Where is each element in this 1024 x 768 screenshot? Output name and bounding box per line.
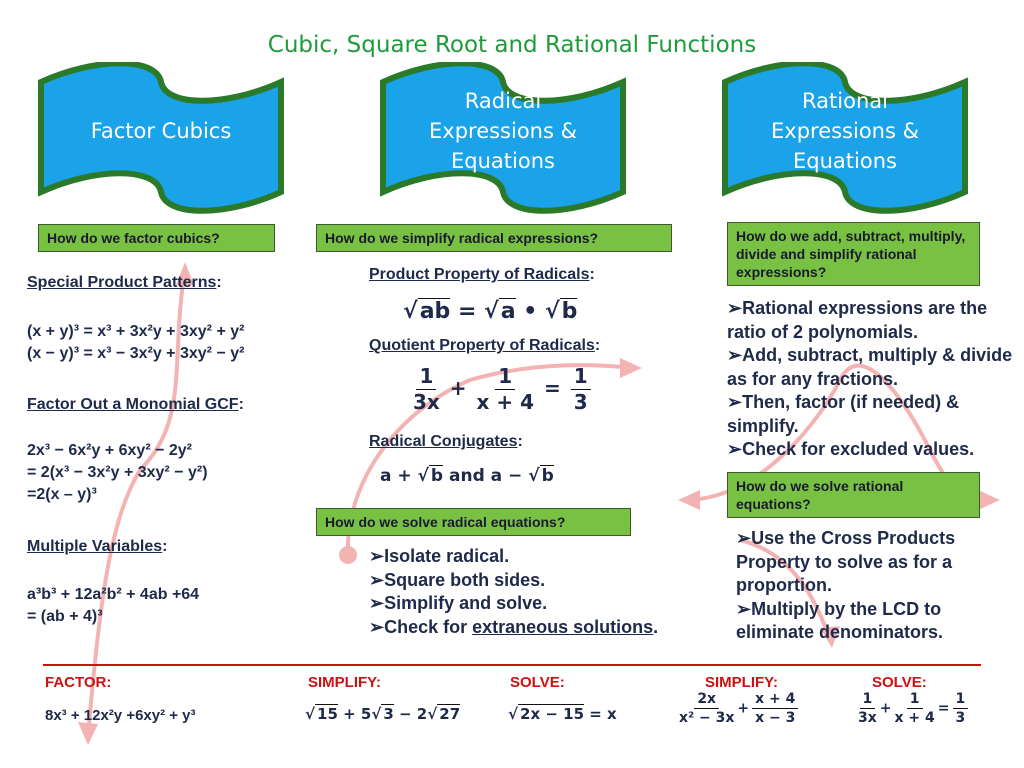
arrowhead-right-2 [978,490,1000,510]
footer-solve-rational: $\frac{1}{3x}$ + $\frac{1}{x + 4}$ = $\frac{1}{3}$ [855,690,971,727]
conjugates-formula: a + √ b and a − √ b [380,466,554,486]
multi-var-line-2: = (ab + 4)³ [27,608,103,625]
question-solve-rational: How do we solve rational equations? [727,472,980,518]
banner-label: Factor Cubics [90,119,232,143]
bullet-excluded: Check for excluded values. [742,439,975,459]
bullet-factor: Then, factor (if needed) & simplify. [727,392,960,436]
gcf-line-2: = 2(x³ − 3x²y + 3xy² − y²) [27,464,208,481]
extraneous-solutions-text: extraneous solutions [472,616,654,637]
banner-factor-cubics [36,62,286,222]
footer-label-solve-2: SOLVE: [872,674,927,691]
footer-solve-radical: √ 2x − 15 = x [508,705,617,723]
footer-simplify-radical: √ 15 + 5√ 3 − 2√ 27 [305,705,461,723]
footer-label-factor: FACTOR: [45,674,112,691]
arrowhead-right [620,358,642,378]
rational-equation-example: $\frac{1}{3x}$ + $\frac{1}{x + 4}$ = $\frac{1}{3}$ [410,364,594,415]
arrow-start-dot [339,546,357,564]
step-check: Check for [384,616,473,637]
solve-rational-bullets: ➢Use the Cross Products Property to solve as for a proportion. ➢Multiply by the LCD to eliminate denominators. [736,528,956,642]
gcf-line-1: 2x³ − 6x²y + 6xy² − 2y² [27,442,192,459]
bullet-lcd: Multiply by the LCD to eliminate denominators. [736,598,944,642]
arrowhead-left [678,490,700,510]
question-simplify-radical: How do we simplify radical expressions? [316,224,672,252]
banner-radical [378,62,628,222]
slide-title: Cubic, Square Root and Rational Functions [267,32,757,58]
footer-simplify-rational: $\frac{2x}{\text{x² − 3x}}$ + $\frac{x + 4}{x - 3}$ [676,690,801,727]
footer-divider [43,664,981,666]
and-text: and [449,466,485,486]
formula-diff-cube: (x − y)³ = x³ − 3x²y + 3xy² − y² [27,345,245,362]
step-isolate: Isolate radical. [384,546,510,566]
step-simplify: Simplify and solve. [384,593,548,613]
heading-product-property: Product Property of Radicals [369,266,590,283]
radical-steps: ➢Isolate radical. ➢Square both sides. ➢Simplify and solve. ➢Check for extraneous solutions. [369,546,659,637]
bullet-ratio: Rational expressions are the ratio of 2 polynomials. [727,298,988,342]
bullet-operations: Add, subtract, multiply & divide as for any fractions. [727,345,1013,389]
banner-label: Rational Expressions & Equations [771,89,919,173]
product-property-formula: √ab = √a • √b [403,299,578,324]
banner-label: Radical Expressions & Equations [429,89,577,173]
bullet-cross-products: Use the Cross Products Property to solve as for a proportion. [736,528,956,595]
heading-radical-conjugates: Radical Conjugates [369,433,518,450]
question-solve-radical: How do we solve radical equations? [316,508,631,536]
rational-bullets: ➢Rational expressions are the ratio of 2 polynomials. ➢Add, subtract, multiply & divide as for any fractions. ➢Then, factor (if needed) & simplify. ➢Check for excluded values. [727,298,1013,459]
banner-rational [720,62,970,222]
footer-label-solve: SOLVE: [510,674,565,691]
gcf-line-3: =2(x – y)³ [27,486,97,503]
heading-multiple-variables: Multiple Variables [27,538,163,555]
question-factor-cubics: How do we factor cubics? [38,224,275,252]
step-square: Square both sides. [384,569,546,590]
heading-gcf: Factor Out a Monomial GCF [27,396,239,413]
footer-factor-expr: 8x³ + 12x²y +6xy² + y³ [45,707,196,724]
multi-var-line-1: a³b³ + 12a²b² + 4ab +64 [27,586,200,603]
period: . [653,616,659,637]
heading-special-products: Special Product Patterns [27,274,217,291]
footer-label-simplify: SIMPLIFY: [308,674,382,691]
heading-quotient-property: Quotient Property of Radicals [369,337,595,354]
question-rational-ops: How do we add, subtract, multiply, divide and simplify rational expressions? [727,222,980,286]
footer-label-simplify-2: SIMPLIFY: [705,674,779,691]
formula-sum-cube: (x + y)³ = x³ + 3x²y + 3xy² + y² [27,323,245,340]
